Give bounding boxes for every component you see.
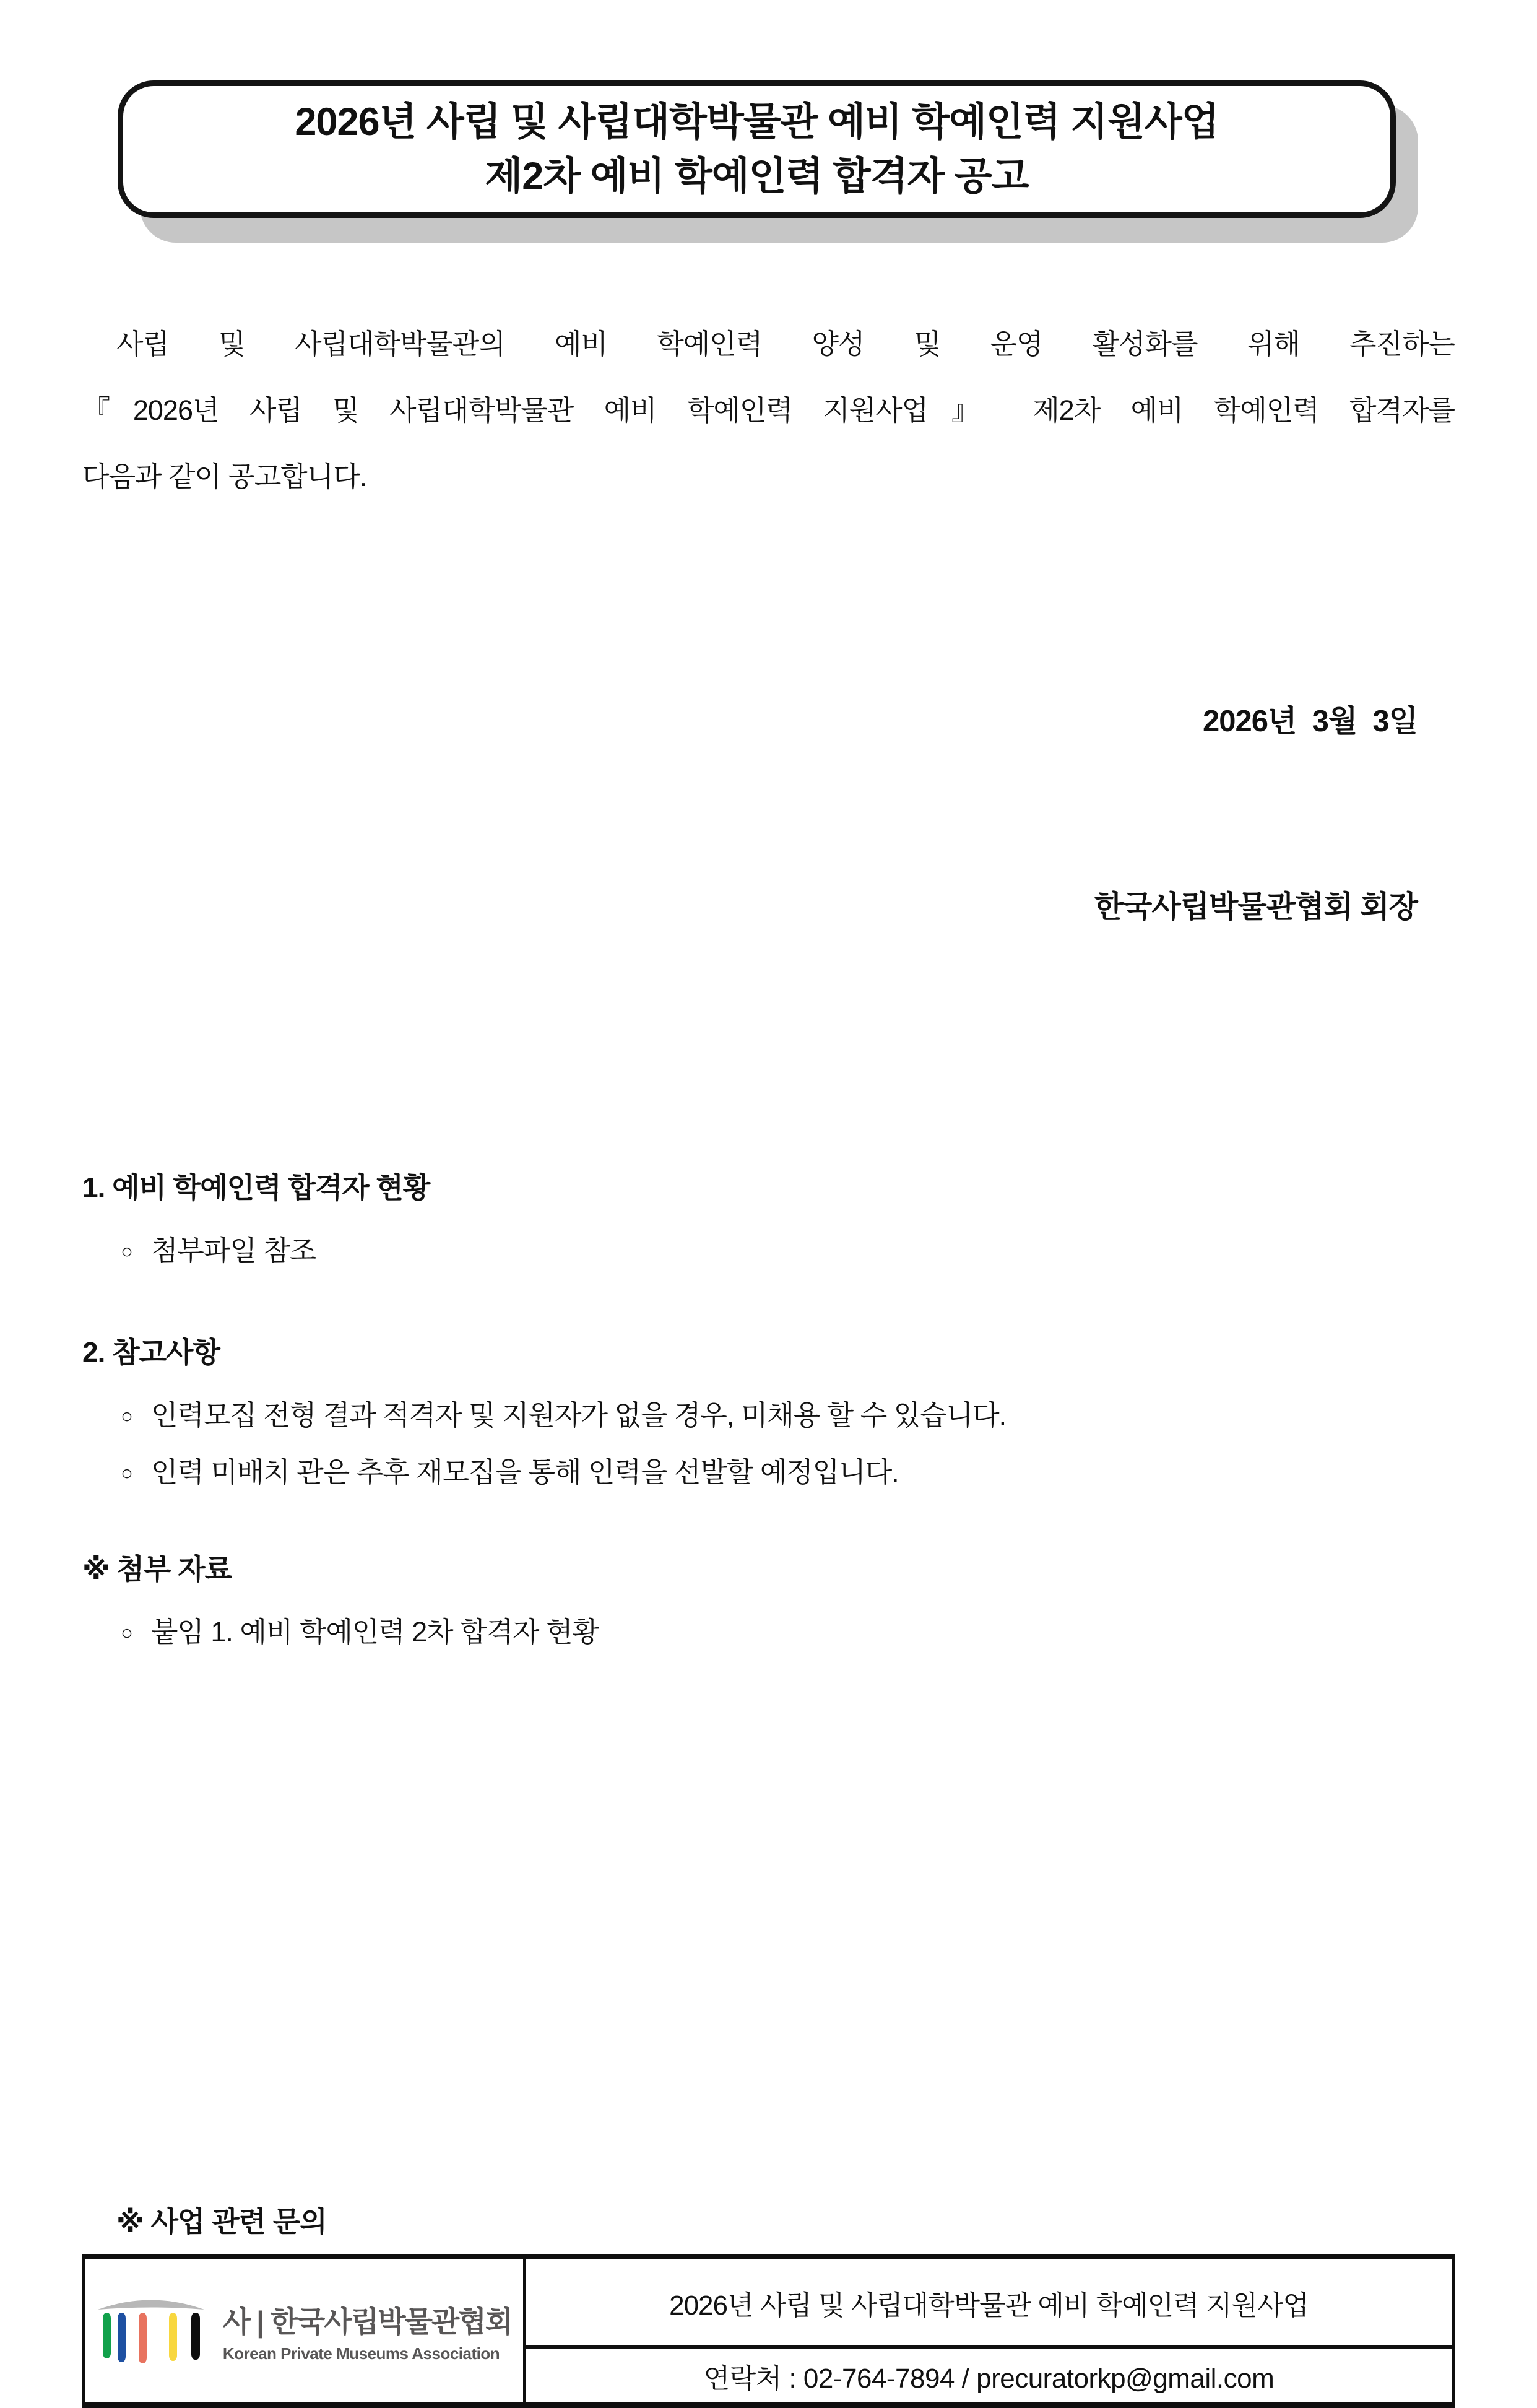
list-item-text: 인력모집 전형 결과 적격자 및 지원자가 없을 경우, 미채용 할 수 있습니다.	[150, 1399, 1007, 1431]
circle-bullet-icon: ○	[121, 1404, 132, 1427]
date-signature-block	[82, 567, 1455, 1062]
section-2-heading: 2. 참고사항	[82, 1336, 220, 1368]
list-item-text: 인력 미배치 관은 추후 재모집을 통해 인력을 선발할 예정입니다.	[150, 1456, 899, 1488]
list-item	[82, 1392, 1455, 1439]
project-name-cell: 2026년 사립 및 사립대학박물관 예비 학예인력 지원사업	[525, 2257, 1453, 2347]
list-item-text: 첨부파일 참조	[150, 1235, 316, 1266]
intro-line-3: 다음과 같이 공고합니다.	[82, 461, 367, 492]
intro-paragraph	[82, 311, 1455, 510]
section-1-heading: 1. 예비 학예인력 합격자 현황	[82, 1171, 430, 1204]
list-item-text: 붙임 1. 예비 학예인력 2차 합격자 현황	[150, 1616, 599, 1648]
intro-line-2: 『2026년 사립 및 사립대학박물관 예비 학예인력 지원사업』 제2차 예비 학예인력 합격자를	[82, 394, 1455, 426]
org-name-english: Korean Private Museums Association	[222, 2344, 500, 2363]
list-item	[82, 1449, 1455, 1496]
document-page	[0, 80, 1537, 2394]
circle-bullet-icon: ○	[121, 1239, 132, 1263]
org-name-block	[223, 2299, 512, 2363]
circle-bullet-icon: ○	[121, 1461, 132, 1484]
title-box	[118, 80, 1396, 218]
contact-info-cell: 연락처 : 02-764-7894 / precuratorkp@gmail.com	[525, 2347, 1453, 2406]
org-logo	[85, 2288, 523, 2375]
org-logo-cell	[84, 2257, 525, 2406]
attachments-heading: ※ 첨부 자료	[82, 1553, 232, 1585]
section-pass-status	[82, 1164, 1455, 1274]
announcement-date: 2026년 3월 3일	[1203, 705, 1418, 738]
footer-contact-table	[82, 2254, 1455, 2408]
list-item	[82, 1227, 1455, 1274]
section-attachments	[82, 1545, 1455, 1656]
title-line-2: 제2차 예비 학예인력 합격자 공고	[485, 155, 1029, 198]
museum-columns-logo-icon	[97, 2299, 206, 2363]
circle-bullet-icon: ○	[121, 1620, 132, 1644]
inquiry-heading: ※ 사업 관련 문의	[116, 2206, 327, 2238]
intro-line-1: 사립 및 사립대학박물관의 예비 학예인력 양성 및 운영 활성화를 위해 추진하는	[116, 328, 1455, 360]
signature-line: 한국사립박물관협회 회장	[1094, 890, 1418, 924]
section-notes	[82, 1329, 1455, 1496]
title-line-1: 2026년 사립 및 사립대학박물관 예비 학예인력 지원사업	[295, 100, 1219, 144]
org-name-korean: 사 | 한국사립박물관협회	[222, 2305, 513, 2338]
list-item	[82, 1609, 1455, 1656]
